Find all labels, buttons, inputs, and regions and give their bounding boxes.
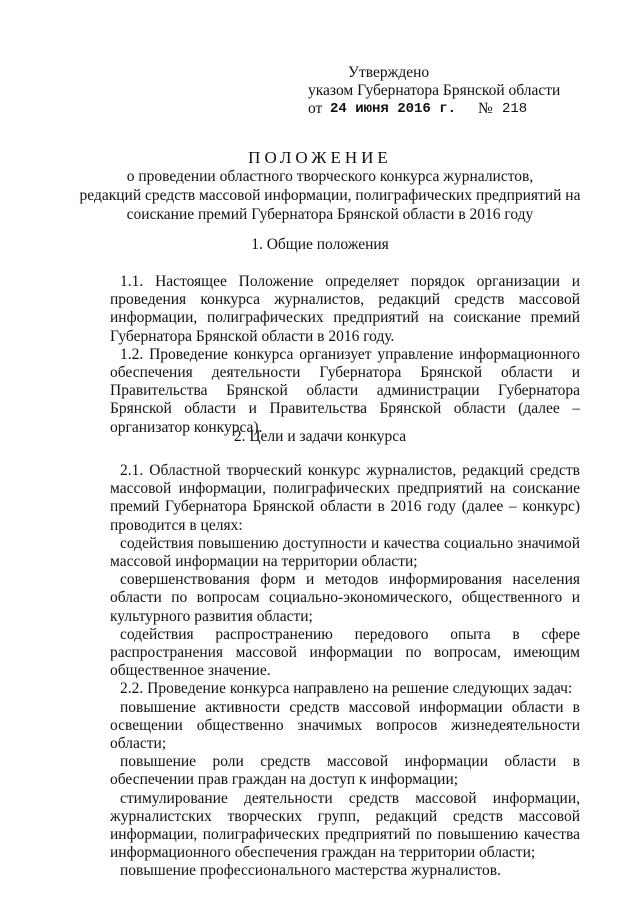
- task-item: повышение роли средств массовой информации области в обеспечении прав граждан на доступ к информации;: [110, 753, 580, 789]
- document-subtitle: [60, 167, 600, 224]
- section-1-body: [110, 273, 580, 437]
- approval-stamp: [308, 64, 608, 118]
- approval-decree: указом Губернатора Брянской области: [308, 82, 561, 99]
- subtitle-line: соискание премий Губернатора Брянской области в 2016 году: [126, 206, 534, 223]
- paragraph-2-1: 2.1. Областной творческий конкурс журналистов, редакций средств массовой информации, полиграфических предприятий на соискание премий Губернатора Брянской области в 2016 году (далее – конкурс) проводится в целях:: [110, 462, 580, 534]
- task-item: стимулирование деятельности средств массовой информации, журналистских творческих групп, редакций средств массовой информации, полиграфических предприятий по повышению качества информационного обеспечения граждан на территории области;: [110, 789, 580, 862]
- section-2-heading: 2. Цели и задачи конкурса: [233, 428, 407, 445]
- paragraph-1-2: 1.2. Проведение конкурса организует управление информационного обеспечения деятельности Губернатора Брянской области и Правительства Брянской области администрации Губернатора Брянской области и Правительства Брянской области (далее – организатор конкурса).: [110, 345, 580, 436]
- task-item: повышение активности средств массовой информации области в освещении общественно значимых вопросов жизнедеятельности области;: [110, 698, 580, 753]
- paragraph-1-1: 1.1. Настоящее Положение определяет порядок организации и проведения конкурса журналистов, редакций средств массовой информации, полиграфических предприятий на соискание премий Губернатора Брянской области в 2016 году.: [110, 273, 580, 345]
- goal-item: содействия повышению доступности и качества социально значимой массовой информации на территории области;: [110, 534, 580, 571]
- approval-date-line: [308, 100, 608, 118]
- goal-item: содействия распространению передового опыта в сфере распространения массовой информации по вопросам, имеющим общественное значение.: [110, 625, 580, 680]
- subtitle-line: редакций средств массовой информации, полиграфических предприятий на: [79, 187, 581, 204]
- approval-line: Утверждено: [348, 64, 430, 81]
- task-item: повышение профессионального мастерства журналистов.: [120, 862, 501, 880]
- approval-number: 218: [502, 101, 528, 117]
- section-1-heading: 1. Общие положения: [251, 236, 389, 253]
- section-2-body: [110, 462, 580, 881]
- subtitle-line: о проведении областного творческого конкурса журналистов,: [126, 168, 534, 185]
- approval-number-label: №: [478, 100, 493, 117]
- goal-item: совершенствования форм и методов информирования населения области по вопросам социально-экономического, общественного и культурного развития области;: [110, 571, 580, 625]
- approval-date: 24 июня 2016 г.: [330, 101, 457, 117]
- approval-from: от: [308, 100, 323, 117]
- paragraph-2-2: 2.2. Проведение конкурса направлено на решение следующих задач:: [120, 680, 573, 698]
- document-title: ПОЛОЖЕНИЕ: [248, 148, 392, 167]
